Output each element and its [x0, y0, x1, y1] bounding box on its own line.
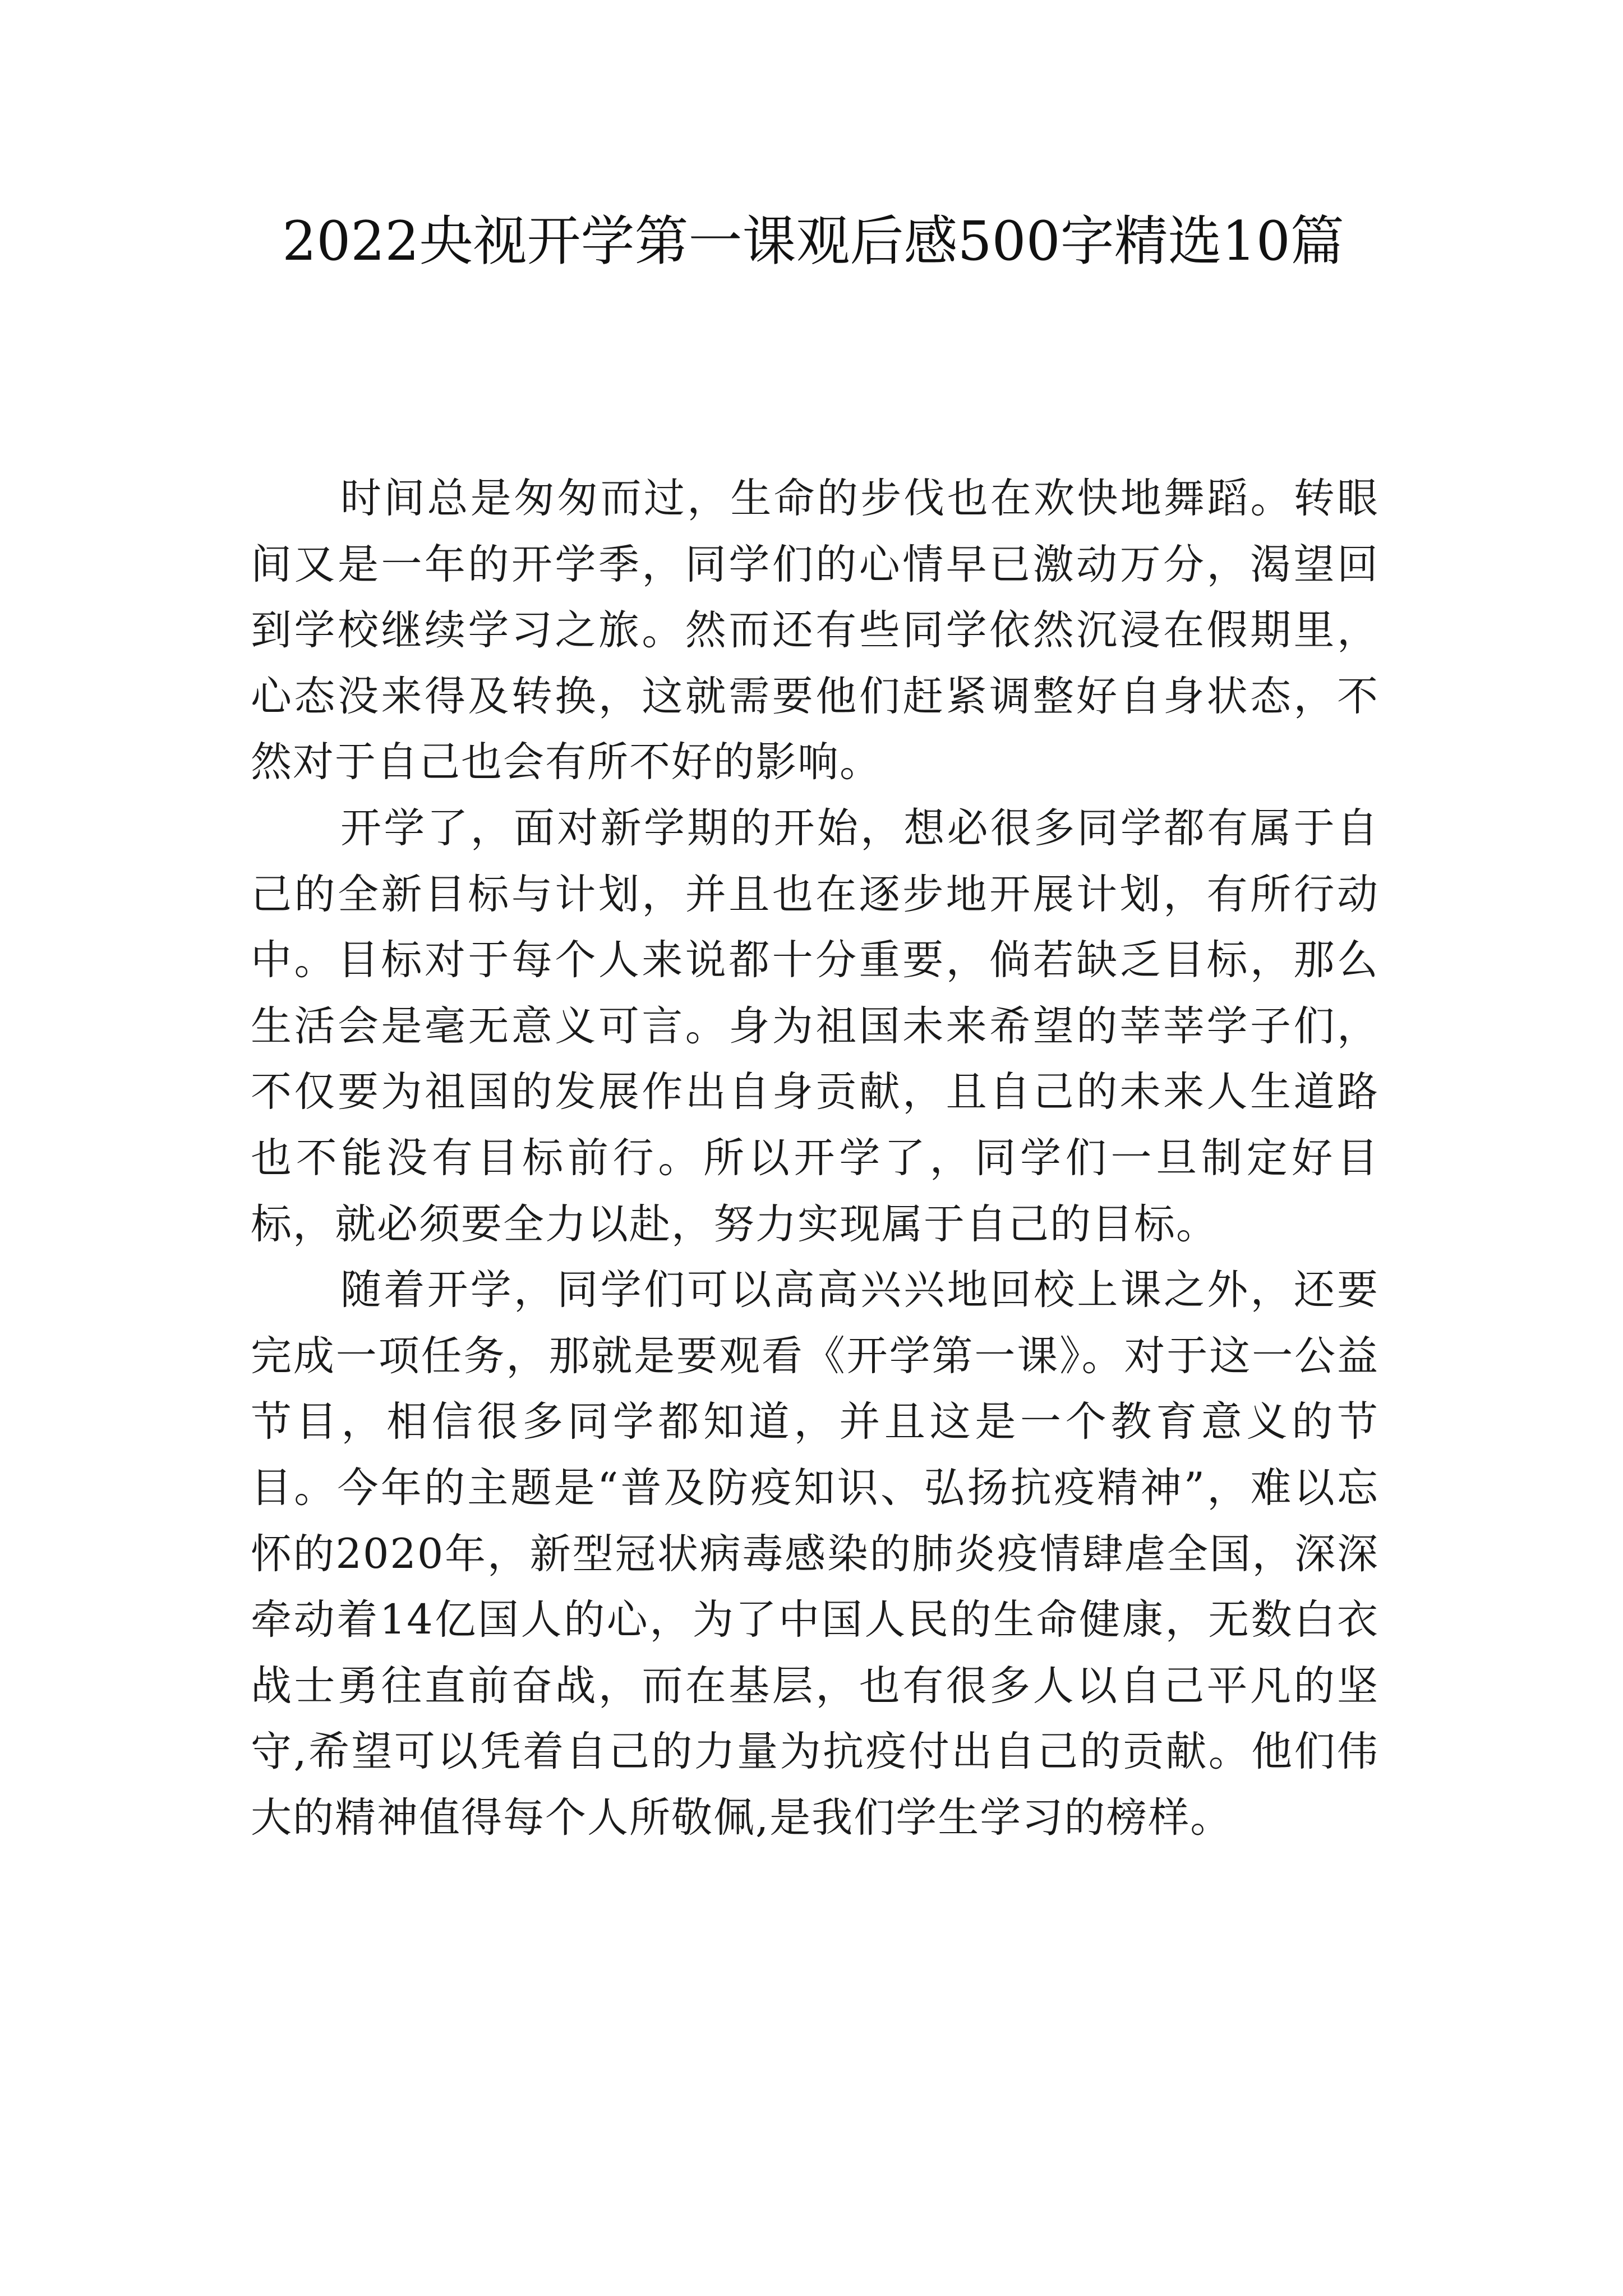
paragraph: 随着开学，同学们可以高高兴兴地回校上课之外，还要完成一项任务，那就是要观看《开学第一课》。对于这一公益节目，相信很多同学都知道，并且这是一个教育意义的节目。今年的主题是“普及防疫知识、弘扬抗疫精神”，难以忘怀的2020年，新型冠状病毒感染的肺炎疫情肆虐全国，深深牵动着14亿国人的心，为了中国人民的生命健康，无数白衣战士勇往直前奋战，而在基层，也有很多人以自己平凡的坚守,希望可以凭着自己的力量为抗疫付出自己的贡献。他们伟大的精神值得每个人所敬佩,是我们学生学习的榜样。: [251, 1266, 1379, 1842]
document-body: [251, 466, 1379, 1851]
paragraph: 时间总是匆匆而过，生命的步伐也在欢快地舞蹈。转眼间又是一年的开学季，同学们的心情早已激动万分，渴望回到学校继续学习之旅。然而还有些同学依然沉浸在假期里，心态没来得及转换，这就需要他们赶紧调整好自身状态，不然对于自己也会有所不好的影响。: [251, 475, 1379, 786]
document-title: 2022央视开学第一课观后感500字精选10篇: [282, 210, 1344, 273]
paragraph: 开学了，面对新学期的开始，想必很多同学都有属于自己的全新目标与计划，并且也在逐步地开展计划，有所行动中。目标对于每个人来说都十分重要，倘若缺乏目标，那么生活会是毫无意义可言。身为祖国未来希望的莘莘学子们，不仅要为祖国的发展作出自身贡献，且自己的未来人生道路也不能没有目标前行。所以开学了，同学们一旦制定好目标，就必须要全力以赴，努力实现属于自己的目标。: [251, 804, 1379, 1248]
